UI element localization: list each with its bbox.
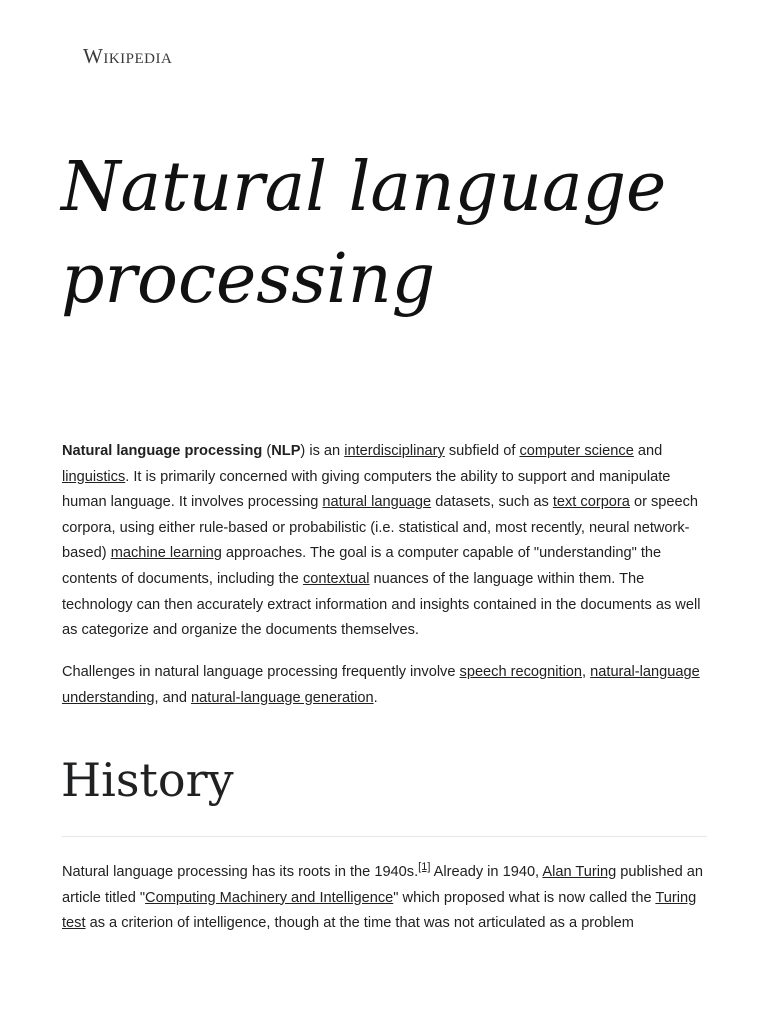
heading-divider: [62, 836, 707, 837]
challenges-text: Challenges in natural language processing frequently involve: [62, 664, 460, 680]
link-text-corpora[interactable]: text corpora: [552, 494, 630, 511]
history-text: " which proposed what is now called the: [393, 889, 656, 906]
intro-text: (: [262, 443, 272, 459]
bold-term: Natural language processing: [62, 443, 263, 459]
link-machine-learning[interactable]: machine learning: [110, 545, 222, 562]
intro-text: approaches. The goal is a computer capable of "understanding" the contents of documents, including the: [62, 545, 662, 587]
intro-text: . It is primarily concerned with giving computers the ability to support and manipulate human language. It involves processing: [62, 468, 671, 511]
link-natural-language-generation[interactable]: natural-language generation: [191, 689, 374, 706]
history-text: Natural language processing has its roots in the 1940s.: [62, 864, 419, 880]
history-heading: History: [61, 753, 234, 807]
challenges-paragraph: [62, 660, 707, 711]
link-computing-machinery-and-intelligence[interactable]: Computing Machinery and Intelligence: [145, 889, 394, 906]
intro-text: or speech corpora, using either rule-based or probabilistic (i.e. statistical and, most recently, neural network-based): [62, 494, 699, 562]
reference-1[interactable]: [1]: [418, 861, 431, 873]
link-turing-test[interactable]: Turing test: [62, 889, 697, 932]
challenges-text: .: [373, 689, 378, 706]
intro-text: subfield of: [444, 443, 520, 459]
link-speech-recognition[interactable]: speech recognition: [459, 664, 583, 680]
challenges-text: , and: [154, 689, 192, 706]
history-paragraph: [62, 860, 707, 937]
intro-text: and: [633, 443, 663, 459]
link-computer-science[interactable]: computer science: [519, 443, 634, 459]
link-interdisciplinary[interactable]: interdisciplinary: [344, 443, 445, 459]
wikipedia-logo[interactable]: Wikipedia: [83, 44, 173, 68]
intro-paragraph: [62, 439, 707, 644]
link-natural-language[interactable]: natural language: [322, 494, 432, 511]
intro-text: datasets, such as: [431, 494, 553, 511]
history-text: as a criterion of intelligence, though at the time that was not articulated as a problem: [85, 915, 634, 932]
link-linguistics[interactable]: linguistics: [62, 468, 126, 485]
page-title: Natural language processing: [61, 148, 667, 319]
intro-text: ) is an: [300, 443, 345, 459]
abbreviation: NLP: [271, 443, 301, 459]
intro-text: nuances of the language within them. The technology can then accurately extract information and insights contained in the documents as well as categorize and organize the documents themselves.: [62, 570, 701, 639]
history-text: published an article titled ": [62, 864, 704, 906]
link-alan-turing[interactable]: Alan Turing: [542, 864, 617, 880]
link-natural-language-understanding[interactable]: natural-language understanding: [62, 664, 700, 706]
challenges-text: ,: [582, 664, 591, 680]
link-contextual[interactable]: contextual: [302, 570, 370, 587]
history-text: Already in 1940,: [430, 864, 543, 880]
